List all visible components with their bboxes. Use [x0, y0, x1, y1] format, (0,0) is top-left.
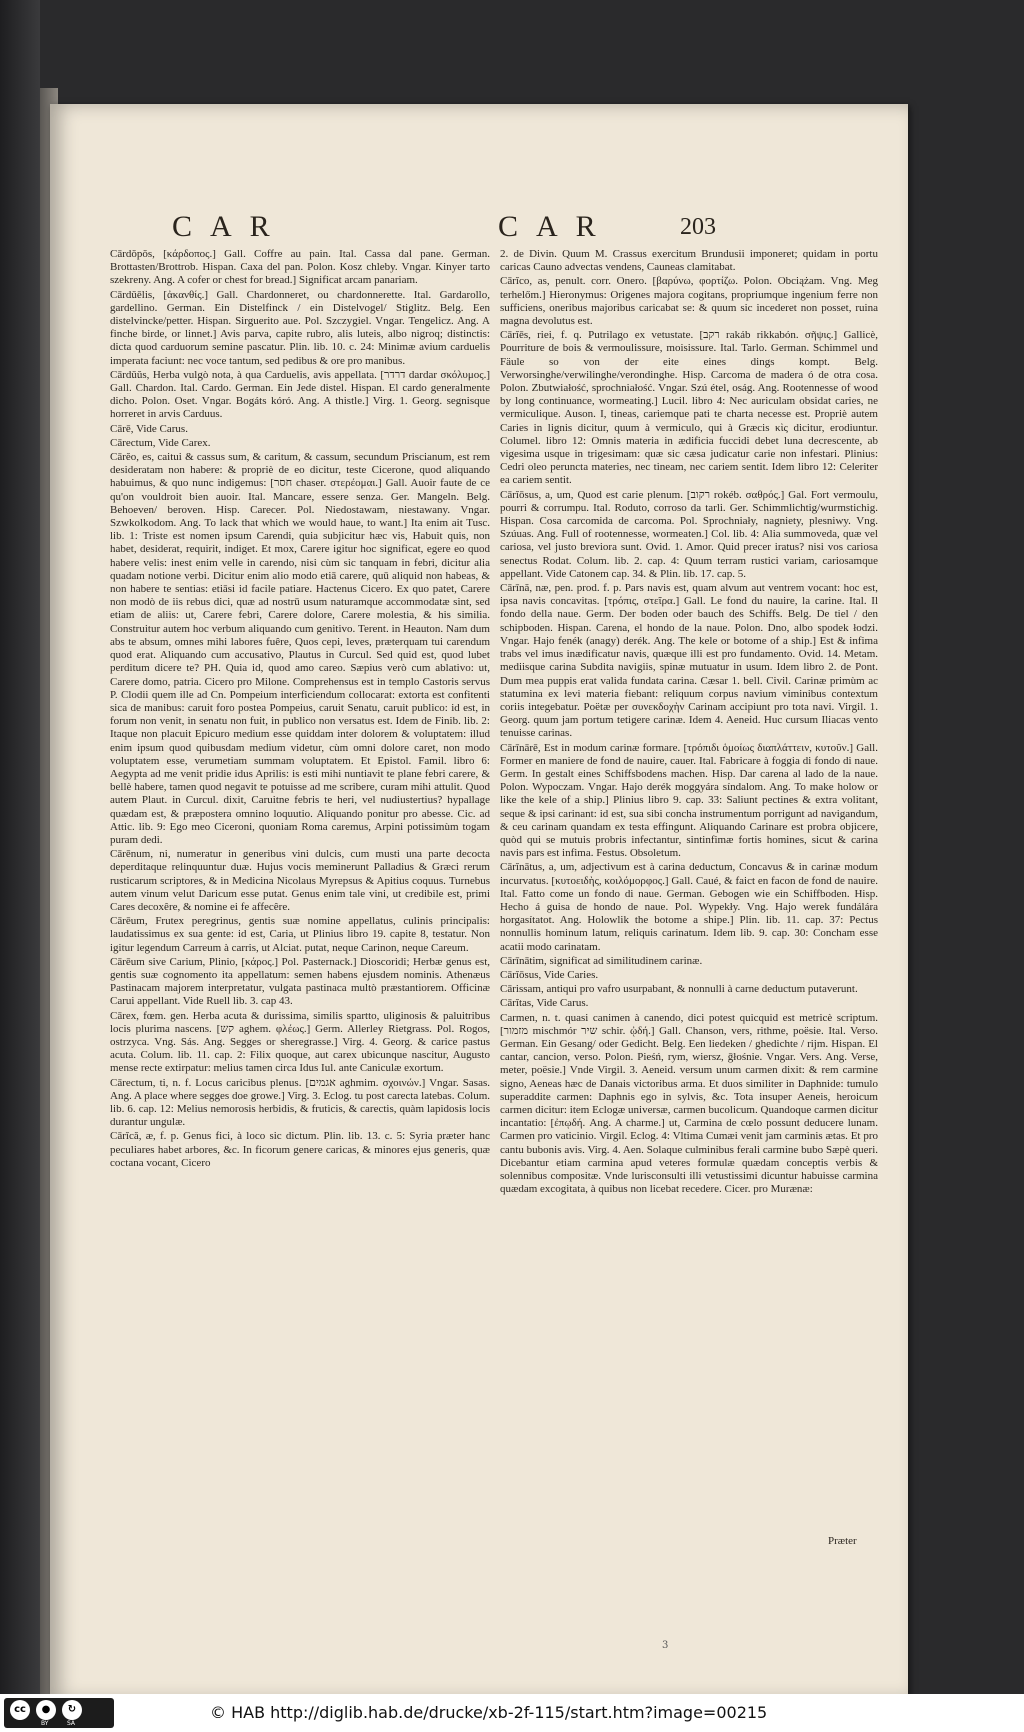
left-column [110, 248, 490, 1171]
book-page [50, 104, 908, 1700]
cc-icon: cc [10, 1700, 30, 1720]
dictionary-entry: 2. de Divin. Quum M. Crassus exercitum Brundusii imponeret; quidam in portu caricas Cauno advectas vendens, Cauneas clamitabat. [500, 248, 878, 274]
dictionary-entry: Carmen, n. t. quasi canimen à canendo, dici potest quicquid est metricè scriptum. [מזמור mischmór שיר schir. ᾠδή.] Gall. Chanson, vers, rithme, poësie. Ital. Verso. German. Ein Gesang/ oder Gedicht. Belg. Een liedeken / ghedichte / rijm. Hispan. El cantar, cancion, verso. Polon. Pieśń, rym, wiersz, ḡłośnie. Vngar. Vers. Ang. Verse, meter, poësie.] Vnde Virgil. 3. Aeneid. versum unum carmen dixit: & rem carmine signo, Aeneas hæc de Danais victoribus arma. Et duos similiter in Daphnide: tumulo superaddite carmen: Daphnis ego in sylvis, &c. Tota insuper Aeneis, heroicum carmen dicitur: item Eclogæ universæ, carmen bucolicum. Quandoque carmen dicitur incantatio: [ἐπῳδή. Ang. A charme.] ut, Carmina de cœlo possunt deducere lunam. Carmen pro vaticinio. Virgil. Eclog. 4: Vltima Cumæi venit jam carminis ætas. Et pro cantu bubonis avis. Virg. 4. Aen. Solaque culminibus ferali carmine bubo Sæpè queri. Dicebantur etiam carmina apud veteres formulæ quædam conceptis verbis & solennibus compositæ. Vnde lurisconsulti illi vetustissimi dicuntur habuisse carmina quædam excogitata, à quibus non licebat recedere. Cicer. pro Murænæ: [500, 1011, 878, 1196]
dictionary-entry: Cārdŭŭs, Herba vulgò nota, à qua Carduelis, avis appellata. [דרדר dardar σκόλυμος.] Gall. Chardon. Ital. Cardo. German. Ein Jede distel. Hispan. El cardo generalmente dicho. Polon. Oset. Vngar. Bogáts kóró. Ang. A thistle.] Virg. 1. Georg. segnisque horreret in arvis Carduus. [110, 368, 490, 421]
dictionary-entry: Cārīnă, næ, pen. prod. f. p. Pars navis est, quam alvum aut ventrem vocant: hoc est, ipsa navis concavitas. [τρόπις, στεῖρα.] Gall. Le fond du nauire, la carine. Ital. Il fondo della naue. Germ. Der boden oder bauch des Schiffs. Belg. De tiel / den schipboden. Hispan. Carena, el hondo de la naue. Polon. Dno, albo spodek łodzi. Vngar. Hajo fenék (anagy) derék. Ang. The kele or botome of a ship.] Est & infima trabs vel imus inædificatur navis, quæque illi est pro fundamento. Ovid. 14. Metam. mediisque carina Subdita navigiis, spinæ mutuatur in usum. Idem libro 2. de Pont. Dum mea puppis erat valida fundata carina. Cæsar 1. bell. Civil. Carinæ primùm ac statumina ex levi materia fiebant: reliquum corpus navium viminibus contextum coriis integebatur. Poëtæ per συνεκδοχὴν Carinam accipiunt pro tota navi. Virgil. 1. Georg. quum jam portum tetigere carinæ. Idem 4. Aeneid. Huc cursum Iliacas vento tenuisse carinas. [500, 582, 878, 740]
scan-background-left [0, 0, 40, 1700]
dictionary-entry: Cārex, fœm. gen. Herba acuta & durissima, similis spartto, uliginosis & paluitribus locis plurima nascens. [קש aghem. φλέως.] Germ. Allerley Rietgrass. Pol. Rogos, ostrzyca. Vng. Sás. Ang. Segges or sheregrasse.] Virg. 4. Georg. & carice pastus acuta. Colum. lib. 11. cap. 2: Filix quoque, aut carex ubicunque nascitur, Augusto mense recte extirpatur: melius tamen circa Idus Iul. ante Caniculæ exortum. [110, 1009, 490, 1075]
dictionary-entry: Cārdŭēlis, [ἀκανθίς.] Gall. Chardonneret, ou chardonnerette. Ital. Gardarollo, gardellino. German. Ein Distelfinck / ein Distelvogel/ Stiglitz. Belg. Een distelvincke/petter. Hispan. Sirguerito aue. Pol. Szczygiel. Vngar. Tengelicz. Ang. A finche birde, or linnet.] Avis parva, capite rubro, alis luteis, albo nigroq; distinctis: dicta quod carduorum semine pascatur. Plin. lib. 10. c. 24: Minimæ avium carduelis imperata faciunt: nec voce tantum, sed pedibus & ore pro manibus. [110, 288, 490, 367]
dictionary-entry: Cārĭnātus, a, um, adjectivum est à carina deductum, Concavus & in carinæ modum incurvatus. [κυτοειδὴς, κοιλόμορφος.] Gall. Caué, & faict en facon de fond de nauire. Ital. Fatto come un fondo di naue. German. Gebogen wie ein Schiffboden. Hisp. Hecho á guisa de hondo de naue. Pol. Wypekły. Vng. Hajo werek fundálára horgasítatot. Ang. Holowlik the botome a shipe.] Plin. lib. 11. cap. 37: Pectus nonnullis hominum latum, reliquis carinatum. Idem lib. 9. cap. 30: Concham esse acatii modo carinatam. [500, 861, 878, 953]
running-head-left: CAR [172, 210, 288, 243]
dictionary-entry: Cārĕo, es, caitui & cassus sum, & caritum, & cassum, secundum Priscianum, est rem desideratam non habere: & propriè de eo dicitur, teste Cicerone, quod aliquando habuimus, & quo nunc indigemus: [חסר chaser. στερέομαι.] Gall. Auoir faute de ce qu'on vouldroit bien auoir. Ital. Mancare, essere senza. Ger. Mangeln. Belg. Behoeven/ beroven. Hisp. Carecer. Pol. Niedostawam, niestawany. Vngar. Szwkolkodom. Ang. To lack that which we would haue, to want.] Ita enim ait Tusc. lib. 1: Triste est nomen ipsum Carendi, quia subjicitur hæc vis, Habuit quis, non habet, desiderat, requirit, indiget. Et mox, Carere igitur hoc significat, egere eo quod habere velis: inest enim velle in carendo, nisi cùm sic tanquam in febri, dicitur alia quadam notione verbi. Dicitur enim alio modo etiā carere, quū aliquid non habeas, & non habere te sentias: etiāsi id facile patiare. Hactenus Cicero. Ex quo patet, Carere non modò de iis rebus dici, quæ ad nostrū usum naturamque accommodatæ sint, sed etiam de aliis: ut, Carere febri, Carere dolore, Carere molestia, & his similia. Construitur autem hoc verbum aliquando cum genitivo. Terent. in Heauton. Nam dum abs te absum, omnes mihi labores fuêre, Quos cepi, leves, præterquam tui carendum quod erat. Aliquando cum accusativo, Plautus in Curcul. Sed quid est, quod lubet perditum dicere te? PH. Quia id, quod amo careo. Sæpius verò cum ablativo: ut, Carere domo, patria. Cicero pro Milone. Comprehensus est in templo Castoris servus P. Clodii quem ille ad Cn. Pompeium interficiendum collocarat: extorta est confitenti sica de manibus: caruit foro postea Pompeius, caruit Senatu, caruit publico: id est, in forum non venit, in senatu non fuit, in publico non versatus est. Idem de Finib. lib. 2: Itaque non placuit Epicuro medium esse quiddam inter dolorem & voluptatem: illud enim ipsum quod quibusdam medium videtur, cùm omni dolore caret, non modo voluptatem esse, verumetiam summam voluptatem. Et Epistol. Famil. libro 6: Aegypta ad me venit pridie idus Aprilis: is esti mihi nuntiavit te plane febri carere, & bellè habere, tamen quod negavit te potuisse ad me scribere, curam mihi attulit. Quod autem Plaut. in Curcul. dixit, Caruitne febris te heri, vel nudiustertius? hypallage quædam est, & præpostera omnino loquutio. Aliquando ponitur pro abesse. Cic. ad Attic. lib. 9: Ego meo Ciceroni, quoniam Roma caremus, Arpini potissimùm togam puram dedi. [110, 451, 491, 846]
source-url-text[interactable]: © HAB http://diglib.hab.de/drucke/xb-2f-115/start.htm?image=00215 [210, 1703, 768, 1722]
attribution-icon: ● [36, 1700, 56, 1720]
dictionary-entry: Cārĭcă, æ, f. p. Genus fici, à loco sic dictum. Plin. lib. 13. c. 5: Syria præter hanc peculiares habet arbores, &c. In ficorum genere caricas, & minores ejus generis, quæ coctana vocant, Cicero [110, 1130, 490, 1169]
cc-license-badge[interactable] [4, 1698, 114, 1728]
dictionary-entry: Cārīnārē, Est in modum carinæ formare. [τρόπιδι ὁμοίως διαπλάττειν, κυτοῦν.] Gall. Former en maniere de fond de nauire, cauer. Ital. Fabricare à foggia di fondo di naue. Germ. In gestalt eines Schiffsbodens machen. Hisp. Dar carena al lado de la naue. Polon. Wypoczam. Vngar. Hajo derék moggyára síndalom. Ang. To make holow or like the kele of a ship.] Plinius libro 9. cap. 33: Saliunt pectines & extra volitant, seque & ipsi carinant: id est, sua sibi concha instrumentum porrigunt ad navigandum, & ceu carinam quandam ex testa effingunt. Aliquando Carinare est probra objicere, quòd qui se mutuis probris infectantur, sintinfimæ fortis homines, sicut & carina navis pars est infima. Festus. Obsoletum. [500, 741, 878, 860]
page-number: 203 [680, 214, 716, 240]
dictionary-entry: Cārĭco, as, penult. corr. Onero. [βαρύνω, φορτίζω. Polon. Obciążam. Vng. Meg terhelőm.] Hieronymus: Origenes majora cogitans, propriumque ingenium ferre non sufficiens, oneribus majoribus caricabat se: & quum sic incederet non posset, ruina magna devolutus est. [500, 275, 878, 328]
dictionary-entry: Cārectum, ti, n. f. Locus caricibus plenus. [אגמים aghmim. σχοινών.] Vngar. Sasas. Ang. A place where segges doe growe.] Virg. 3. Eclog. tu post carecta latebas. Colum. lib. 6. cap. 12: Melius nemorosis herbidis, & fruticis, & carectis, quàm lapidosis locis durantur ungulæ. [110, 1076, 490, 1129]
by-label: BY [41, 1720, 49, 1727]
dictionary-entry: Cārectum, Vide Carex. [110, 436, 211, 449]
dictionary-entry: Cārĭēs, riei, f. q. Putrilago ex vetustate. [רקב rakáb rikkabón. σῆψις.] Gallicè, Pourriture de bois & vermoulissure, moisissure. Ital. Tarlo. German. Schimmel und Fäule so von der eite eines dings kompt. Belg. Verworsinghe/verwilinghe/verondinghe. Hisp. Carcoma de madera ó de otra cosa. Polon. Zbutwiałość, sprochniałość. Vngar. Szú étel, oság. Ang. Rootennesse of wood by long continuance, wormeating.] Lucil. libro 4: Nec auriculam obsidat caries, ne vermiculique. Auson. I, tineas, cariemque pati te charta necesse est. Propriè autem Caries in lignis dicitur, quum à vermiculo, qui à Græcis κὶς dicitur, erodiuntur. Columel. libro 12: Omnis materia in ædificia fuccidi debet luna decrescente, ab vigesima usque in trigesimam: quæ sic cæsa judicatur carie non infestari. Plinius: Cedri oleo peruncta materies, nec tineam, nec cariem sentit. Idem libro 12: Celeriter ea cariem sentit. [500, 329, 878, 487]
dictionary-entry: Cārē, Vide Carus. [110, 422, 188, 435]
dictionary-entry: Cārissam, antiqui pro vafro usurpabant, & nonnulli à carne deductum putaverunt. [500, 983, 858, 996]
dictionary-entry: Cārĭōsus, Vide Caries. [500, 968, 599, 981]
right-column [500, 248, 878, 1197]
share-alike-icon: ↻ [62, 1700, 82, 1720]
dictionary-entry: Cārēum, Frutex peregrinus, gentis suæ nomine appellatus, culinis principalis: laudatissimus ex sua gente: id est, Caria, ut Plinius libro 19. capite 8, testatur. Non igitur legendum Carreum à carris, ut Alciat. putat, neque Carinon, neque Careum. [110, 915, 490, 954]
sa-label: SA [67, 1720, 76, 1727]
dictionary-entry: Cārĭōsus, a, um, Quod est carie plenum. [רקוב rokéb. σαθρός.] Gal. Fort vermoulu, pourri & corrumpu. Ital. Roduto, corroso da tarli. Ger. Schimmlichtig/wurmstichig. Hispan. Cosa carcomida de carcoma. Pol. Sprochniały, nagniety, plesniwy. Vng. Szúuas. Ang. Full of rootennesse, wormeaten.] Col. lib. 4: Alia summoveda, quæ vel cariosa, vel justo breviora sunt. Ovid. 1. Amor. Quid precer iratus? nisi vos cariosa senectus Rodat. Colum. lib. 2. cap. 4: Quum terram rustici variam, cariosamque appellant. Vide Catonem cap. 34. & Plin. lib. 17. cap. 5. [500, 488, 878, 580]
dictionary-entry: Cārdŏpŏs, [κάρδοπος.] Gall. Coffre au pain. Ital. Cassa dal pane. German. Brottasten/Brottrob. Hispan. Caxa del pan. Polon. Kosz chleby. Vngar. Kinyer tarto szekreny. Ang. A cofer or chest for bread.] Significat arcam panariam. [110, 248, 490, 287]
dictionary-entry: Cārēum sive Carium, Plinio, [κάρος.] Pol. Pasternack.] Dioscoridi; Herbæ genus est, gentis suæ cognomento ita appellatum: semen habens ejusdem nominis. Athenæus Pastinacam majorem interpretatur, vulgata pastinaca multò præstantiorem. Officinæ Carui appellant. Vide Ruell lib. 3. cap 43. [110, 955, 490, 1008]
dictionary-entry: Cārīnātim, significat ad similitudinem carinæ. [500, 954, 703, 967]
dictionary-entry: Cārēnum, ni, numeratur in generibus vini dulcis, cum musti una parte decocta deperditaque relinquuntur duæ. Hujus vocis meminerunt Palladius & Græci rerum rusticarum scriptores, & in Medicina Nicolaus Myrepsus & Apitius coquus. Turnebus autem vinum velut Daricum esse putat. Genus enim tale vini, ut credibile est, primi Cares decoxêre, & nomine ei fe affecêre. [110, 848, 490, 913]
page-mark: 3 [662, 1640, 669, 1651]
footer-bar [0, 1694, 1024, 1732]
catchword: Præter [828, 1535, 857, 1547]
dictionary-entry: Cārĭtas, Vide Carus. [500, 997, 589, 1010]
running-head-right: CAR [498, 210, 614, 243]
